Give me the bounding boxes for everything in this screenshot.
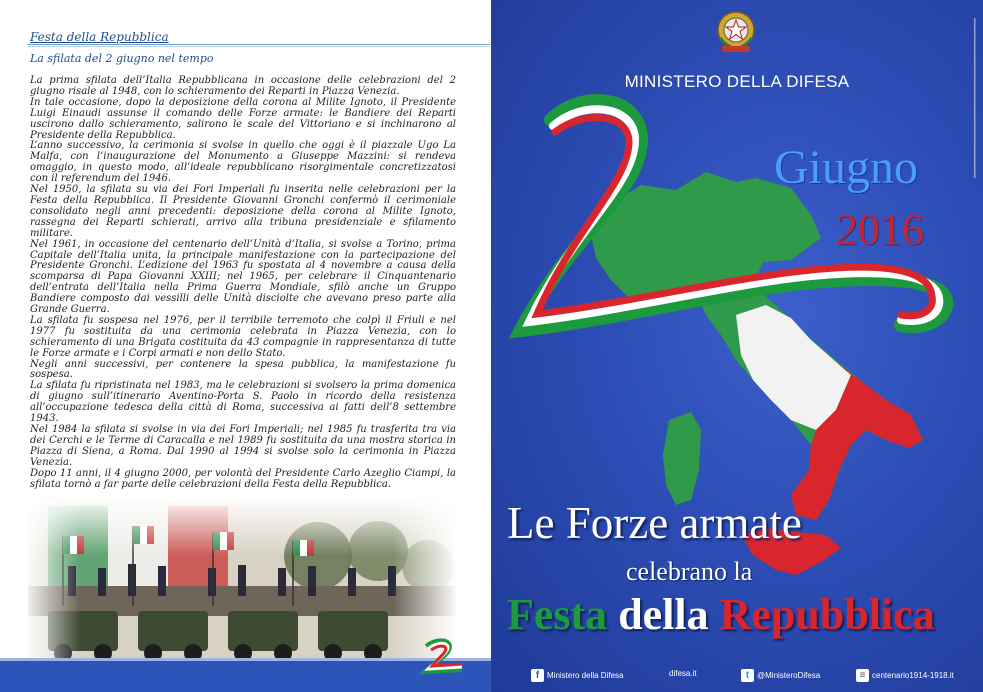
website-link[interactable] [669,669,697,678]
right-page-poster [491,0,983,692]
facebook-label: Ministero della Difesa [547,671,624,680]
vertical-fine-print [971,18,979,178]
subheadline: celebrano la [626,557,753,586]
paragraph: In tale occasione, dopo la deposizione della corona al Milite Ignoto, il Presidente Luigi Einaudi assunse il comando delle Forze armate: le Bandiere dei Reparti uscirono dallo schieramento, salirono le scale del Vittoriano e si inchinarono al Presidente della Repubblica. [30,96,456,141]
ministry-name: MINISTERO DELLA DIFESA [624,72,850,91]
year-label: 2016 [836,205,924,254]
left-page [0,0,491,692]
centenario-label: centenario1914-1918.it [872,671,954,680]
twitter-label: @MinisteroDifesa [757,671,821,680]
twitter-icon: t [741,669,754,682]
poster-footer [491,661,983,692]
month-label: Giugno [774,141,918,194]
facebook-link[interactable] [531,669,623,682]
ribbon-two-logo-icon [418,636,468,676]
paragraph: La sfilata fu sospesa nel 1976, per il terribile terremoto che colpì il Friuli e nel 1977 fu sostituita da una cerimonia celebrata in Piazza Venezia, con lo schieramento di una Brigata costituita da 43 compagnie in rappresentanza di tutte le Forze armate e i Corpi armati e non dello Stato. [30,314,456,359]
paragraph: Nel 1950, la sfilata su via dei Fori Imperiali fu inserita nelle celebrazioni per la Festa della Repubblica. Il Presidente Giovanni Gronchi confermò il cerimoniale consolidato negli anni precedenti: deposizione della corona al Milite Ignoto, rassegna dei Reparti schierati, arrivo alla tribuna presidenziale e sfilamento militare. [30,184,456,239]
paragraph: La sfilata fu ripristinata nel 1983, ma le celebrazioni si svolsero la prima domenica di giugno sull’itinerario Aventino-Porta S. Paolo in ricordo della resistenza all’occupazione tedesca della città di Roma, successiva ai fatti dell’8 settembre 1943. [30,380,456,425]
della-word: della [618,590,709,639]
parade-photo [28,496,458,666]
republic-emblem-icon [712,8,760,60]
page-subtitle: La sfilata del 2 giugno nel tempo [30,52,214,65]
website-label: difesa.it [669,669,697,678]
twitter-link[interactable] [741,669,820,682]
centenario-link[interactable] [856,669,954,682]
repubblica-word: Repubblica [719,590,935,639]
festa-della-repubblica-title [507,589,935,640]
paragraph: Nel 1984 la sfilata si svolse in via dei Fori Imperiali; nel 1985 fu trasferita tra via dei Cerchi e le Terme di Caracalla e nel 1989 fu sostituita da una mostra storica in Piazza di Siena, a Roma. Dal 1990 al 1994 si svolse solo la cerimonia in Piazza Venezia. [30,424,456,468]
paragraph: Negli anni successivi, per contenere la spesa pubblica, la manifestazione fu sospesa. [30,358,456,381]
festa-word: Festa [507,590,608,639]
title-divider-secondary [28,46,490,47]
page-title: Festa della Repubblica [30,30,169,44]
paragraph: L’anno successivo, la cerimonia si svolse in quello che oggi è il piazzale Ugo La Malfa, con l’inaugurazione del Monumento a Giuseppe Mazzini: si rendeva omaggio, in questo modo, all’ideale repubblicano risorgimentale concretizzatosi con il referendum del 1946. [30,140,456,185]
history-text [30,76,456,490]
centenario-logo-icon: ≡ [856,669,869,682]
facebook-icon: f [531,669,544,682]
headline: Le Forze armate [507,498,802,548]
paragraph: Dopo 11 anni, il 4 giugno 2000, per volontà del Presidente Carlo Azeglio Ciampi, la sfilata tornò a far parte delle celebrazioni della Festa della Repubblica. [30,467,456,490]
paragraph: La prima sfilata dell’Italia Repubblicana in occasione delle celebrazioni del 2 giugno risale al 1948, con lo schieramento dei Reparti in Piazza Venezia. [30,75,456,97]
title-divider [28,44,490,45]
paragraph: Nel 1961, in occasione del centenario dell’Unità d’Italia, si svolse a Torino, prima Capitale dell’Italia unita, la principale manifestazione con la partecipazione del Presidente Gronchi. L’edizione del 1963 fu spostata al 4 novembre a causa della scomparsa di Papa Giovanni XXIII; nel 1965, per celebrare il Cinquantenario dell’entrata dell’Italia nella Prima Guerra Mondiale, sfilò anche un Gruppo Bandiere composto dai vessilli delle Unità disciolte che avevano preso parte alla Grande Guerra. [30,238,456,316]
